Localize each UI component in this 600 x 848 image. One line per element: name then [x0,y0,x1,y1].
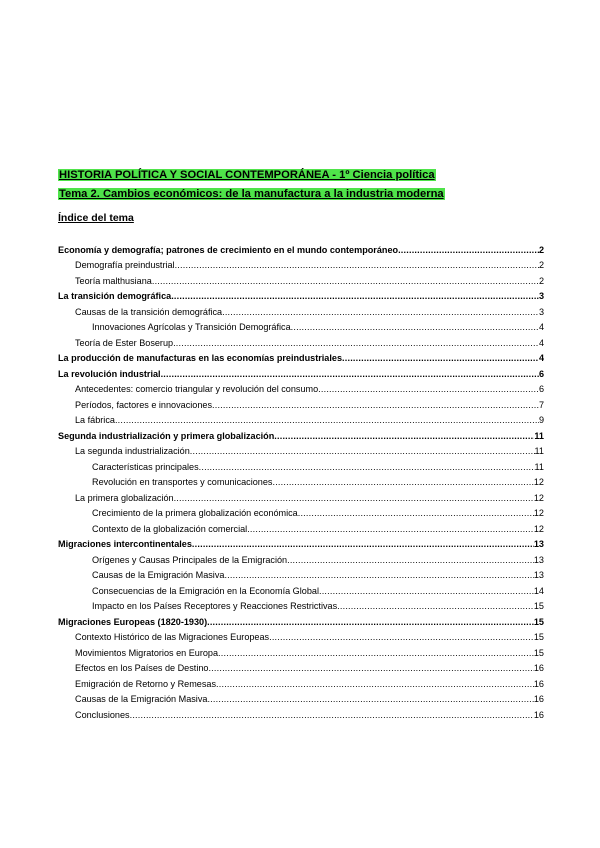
toc-entry-title: Revolución en transportes y comunicaciones [92,477,273,487]
toc-leader-dots [274,430,534,442]
toc-entry[interactable] [58,519,544,535]
toc-entry-title: La revolución industrial [58,368,161,379]
toc-entry[interactable] [58,674,544,690]
toc-entry[interactable] [58,302,544,318]
toc-entry-title: Teoría malthusiana [75,275,152,286]
toc-entry-title: Contexto Histórico de las Migraciones Europeas [75,632,270,642]
toc-leader-dots [115,414,539,426]
toc-entry-page: 2 [538,275,544,286]
toc-leader-dots [298,507,534,519]
toc-entry-page: 13 [533,554,544,565]
toc-entry-title: Orígenes y Causas Principales de la Emigración [92,554,288,565]
toc-entry[interactable] [58,659,544,675]
toc-leader-dots [287,554,534,566]
toc-entry[interactable] [58,504,544,520]
toc-entry-page: 12 [533,508,544,518]
toc-entry-page: 7 [538,399,544,410]
toc-entry[interactable] [58,240,544,256]
toc-entry[interactable] [58,287,544,303]
toc-entry-page: 4 [538,337,544,348]
toc-leader-dots [218,647,534,659]
toc-entry[interactable] [58,690,544,706]
toc-leader-dots [318,383,539,395]
toc-entry-title: Antecedentes: comercio triangular y revolución del consumo [75,384,319,394]
toc-entry-page: 11 [534,446,544,456]
toc-entry-title: Consecuencias de la Emigración en la Economía Global [92,585,319,596]
toc-entry[interactable] [58,581,544,597]
toc-entry-page: 13 [533,570,544,580]
toc-leader-dots [192,538,534,550]
toc-entry-title: La primera globalización [75,492,174,503]
toc-entry[interactable] [58,256,544,272]
toc-entry-page: 12 [533,523,544,534]
toc-entry-page: 14 [533,585,544,596]
toc-entry-title: Crecimiento de la primera globalización económica [92,508,298,518]
toc-entry-title: Migraciones intercontinentales [58,539,192,549]
toc-entry-title: Innovaciones Agrícolas y Transición Demográfica [92,322,291,332]
toc-entry[interactable] [58,643,544,659]
toc-entry[interactable] [58,597,544,613]
toc-entry-title: Teoría de Ester Boserup [75,337,174,348]
toc-leader-dots [207,693,533,705]
index-heading: Índice del tema [58,212,134,224]
toc-entry[interactable] [58,566,544,582]
toc-leader-dots [130,709,534,721]
toc-entry-page: 15 [533,601,544,611]
toc-leader-dots [171,290,539,302]
toc-entry-title: Efectos en los Países de Destino [75,663,209,673]
toc-entry-page: 4 [538,322,544,332]
toc-entry[interactable] [58,442,544,458]
toc-entry[interactable] [58,488,544,504]
toc-entry-page: 3 [538,291,544,301]
toc-entry-page: 6 [538,384,544,394]
toc-entry-title: Características principales [92,461,199,472]
toc-entry-title: La producción de manufacturas en las economías preindustriales [58,353,343,363]
toc-entry[interactable] [58,380,544,396]
toc-entry[interactable] [58,318,544,334]
toc-leader-dots [152,275,539,287]
toc-entry-title: Impacto en los Países Receptores y Reacciones Restrictivas [92,601,338,611]
toc-leader-dots [247,523,534,535]
toc-entry-page: 12 [533,477,544,487]
toc-leader-dots [174,492,534,504]
toc-entry-page: 2 [538,260,544,270]
toc-entry-title: Causas de la transición demográfica [75,306,223,317]
toc-leader-dots [222,306,539,318]
toc-entry-title: Demografía preindustrial [75,260,175,270]
toc-entry[interactable] [58,271,544,287]
toc-entry-title: Contexto de la globalización comercial [92,523,248,534]
course-title: HISTORIA POLÍTICA Y SOCIAL CONTEMPORÁNEA - 1º Ciencia política [59,169,435,181]
toc-entry[interactable] [58,612,544,628]
toc-leader-dots [175,259,539,271]
toc-entry[interactable] [58,349,544,365]
toc-entry-title: Emigración de Retorno y Remesas [75,678,217,689]
toc-leader-dots [272,476,533,488]
toc-leader-dots [398,244,539,256]
toc-leader-dots [173,337,539,349]
toc-leader-dots [342,352,539,364]
toc-leader-dots [291,321,539,333]
toc-entry[interactable] [58,535,544,551]
toc-leader-dots [216,678,534,690]
toc-entry[interactable] [58,333,544,349]
toc-leader-dots [337,600,534,612]
table-of-contents [58,240,544,721]
toc-entry-page: 2 [538,244,544,255]
document-header [58,166,445,204]
toc-entry-page: 9 [538,415,544,425]
toc-entry-page: 15 [533,632,544,642]
toc-leader-dots [269,631,534,643]
toc-entry[interactable] [58,426,544,442]
toc-leader-dots [190,445,535,457]
toc-entry-page: 3 [538,306,544,317]
toc-leader-dots [224,569,533,581]
toc-entry-title: La fábrica [75,415,115,425]
toc-leader-dots [199,461,535,473]
toc-entry-page: 11 [534,430,544,441]
toc-entry[interactable] [58,395,544,411]
toc-entry-title: Causas de la Emigración Masiva [75,694,208,704]
toc-entry-page: 16 [533,678,544,689]
toc-leader-dots [161,368,539,380]
toc-entry-title: La segunda industrialización [75,446,190,456]
toc-entry[interactable] [58,705,544,721]
toc-entry-page: 16 [533,694,544,704]
toc-leader-dots [319,585,534,597]
toc-entry-page: 16 [533,663,544,673]
toc-leader-dots [207,616,534,628]
toc-entry[interactable] [58,628,544,644]
toc-entry-page: 11 [534,461,544,472]
toc-entry-title: Períodos, factores e innovaciones [75,399,212,410]
toc-leader-dots [212,399,539,411]
toc-entry-page: 4 [538,353,544,363]
toc-entry-title: Movimientos Migratorios en Europa [75,647,219,658]
toc-entry[interactable] [58,364,544,380]
toc-entry[interactable] [58,411,544,427]
toc-entry-title: Economía y demografía; patrones de crecimiento en el mundo contemporáneo [58,244,399,255]
toc-entry-page: 6 [538,368,544,379]
toc-entry-title: La transición demográfica [58,291,172,301]
toc-entry-page: 15 [533,616,544,627]
toc-entry[interactable] [58,473,544,489]
toc-entry-title: Conclusiones [75,709,130,720]
toc-entry[interactable] [58,457,544,473]
toc-entry-page: 13 [533,539,544,549]
toc-entry-title: Causas de la Emigración Masiva [92,570,225,580]
toc-entry[interactable] [58,550,544,566]
toc-entry-title: Segunda industrialización y primera globalización [58,430,275,441]
toc-entry-page: 16 [533,709,544,720]
toc-entry-page: 12 [533,492,544,503]
toc-entry-page: 15 [533,647,544,658]
toc-leader-dots [208,662,533,674]
toc-entry-title: Migraciones Europeas (1820-1930) [58,616,208,627]
topic-title: Tema 2. Cambios económicos: de la manufactura a la industria moderna [59,188,444,200]
